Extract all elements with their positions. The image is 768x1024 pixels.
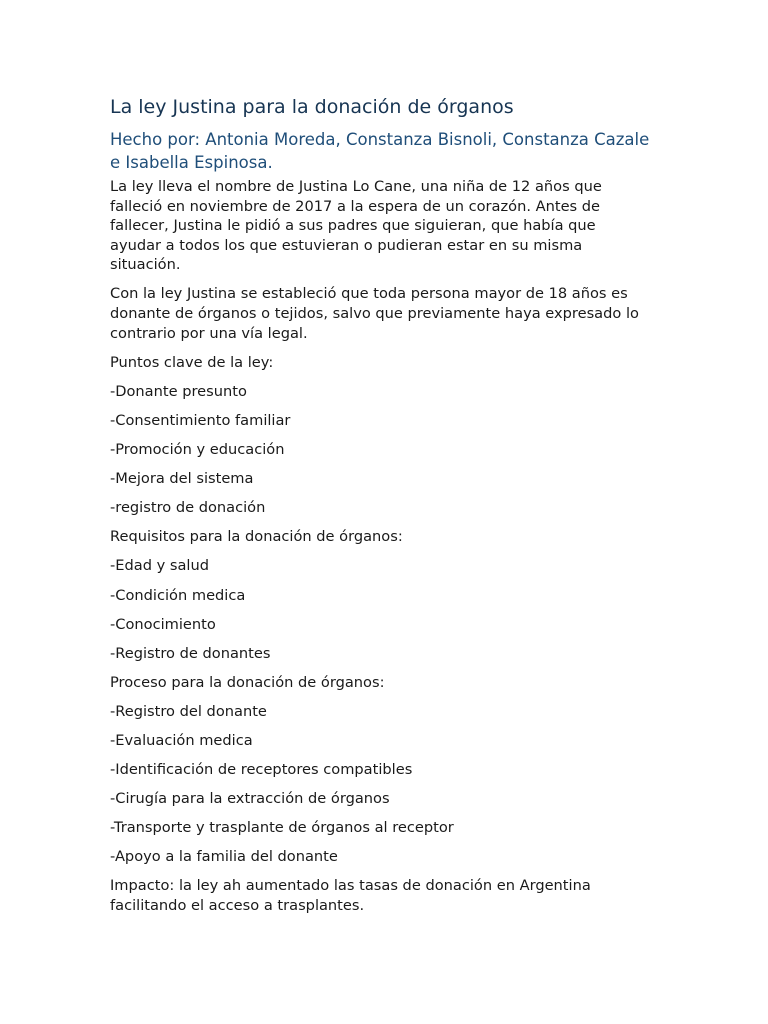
intro-paragraph: La ley lleva el nombre de Justina Lo Cane, una niña de 12 años que falleció en noviembre de 2017 a la espera de un corazón. Antes de fallecer, Justina le pidió a sus padres que siguieran, que había que ayudar a todos los que estuvieran o pudieran estar en su misma situación. bbox=[110, 178, 602, 274]
law-paragraph: Con la ley Justina se estableció que toda persona mayor de 18 años es donante de órganos o tejidos, salvo que previamente haya expresado lo contrario por una vía legal. bbox=[110, 285, 639, 342]
key-point-item: -Donante presunto bbox=[110, 382, 247, 400]
key-points-heading: Puntos clave de la ley: bbox=[110, 353, 274, 371]
requirement-item: -Condición medica bbox=[110, 586, 246, 604]
process-item: -Registro del donante bbox=[110, 702, 267, 720]
requirement-item: -Conocimiento bbox=[110, 615, 216, 633]
requirement-item: -Edad y salud bbox=[110, 557, 209, 575]
process-heading: Proceso para la donación de órganos: bbox=[110, 673, 385, 691]
key-point-item: -registro de donación bbox=[110, 499, 266, 517]
key-point-item: -Consentimiento familiar bbox=[110, 411, 291, 429]
requirement-item: -Registro de donantes bbox=[110, 644, 271, 662]
process-item: -Transporte y trasplante de órganos al receptor bbox=[110, 819, 454, 837]
process-item: -Evaluación medica bbox=[110, 731, 253, 749]
document-page bbox=[110, 94, 650, 925]
process-item: -Cirugía para la extracción de órganos bbox=[110, 790, 390, 808]
process-item: -Apoyo a la familia del donante bbox=[110, 848, 338, 866]
requirements-heading: Requisitos para la donación de órganos: bbox=[110, 528, 403, 546]
key-point-item: -Promoción y educación bbox=[110, 441, 285, 459]
key-point-item: -Mejora del sistema bbox=[110, 470, 254, 488]
document-subtitle: Hecho por: Antonia Moreda, Constanza Bisnoli, Constanza Cazale e Isabella Espinosa. bbox=[110, 130, 650, 172]
document-title: La ley Justina para la donación de órganos bbox=[110, 96, 514, 118]
impact-paragraph: Impacto: la ley ah aumentado las tasas de donación en Argentina facilitando el acceso a trasplantes. bbox=[110, 877, 591, 915]
process-item: -Identificación de receptores compatibles bbox=[110, 761, 413, 779]
